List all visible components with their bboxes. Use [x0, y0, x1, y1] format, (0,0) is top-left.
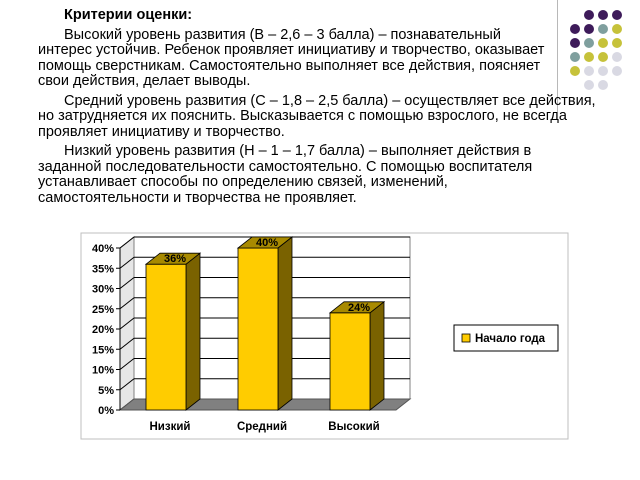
decor-dot	[598, 66, 608, 76]
decor-dot	[612, 66, 622, 76]
y-tick-label: 40%	[91, 243, 114, 255]
y-tick-label: 15%	[91, 344, 114, 357]
category-label: Средний	[236, 421, 288, 433]
y-tick-label: 5%	[98, 384, 114, 397]
y-tick-label: 30%	[91, 283, 114, 296]
decor-dot	[598, 52, 608, 62]
decor-dot	[584, 38, 594, 48]
bar-chart	[80, 232, 570, 442]
decor-dot	[570, 38, 580, 48]
decor-dot	[570, 52, 580, 62]
legend-swatch	[462, 334, 470, 342]
decor-dot	[584, 10, 594, 20]
data-label: 40%	[255, 237, 279, 249]
bar	[330, 313, 370, 410]
decor-dot	[612, 24, 622, 34]
decor-dot	[598, 10, 608, 20]
decor-dot	[584, 66, 594, 76]
bar	[238, 248, 278, 410]
decor-dot	[598, 80, 608, 90]
y-tick-label: 20%	[91, 324, 114, 336]
criteria-heading: Критерии оценки:	[64, 7, 193, 23]
decor-dot	[584, 52, 594, 62]
data-label: 24%	[347, 301, 371, 314]
bar	[146, 264, 186, 410]
criteria-medium: Средний уровень развития (С – 1,8 – 2,5 балла) – осуществляет все действия, но затрудняется их пояснить. Высказывается с помощью взрослого, не всегда проявляет инициативу и творчество.	[38, 92, 596, 140]
decor-dot	[612, 52, 622, 62]
bar-side	[370, 302, 384, 410]
legend-label: Начало года	[475, 333, 546, 345]
criteria-high: Высокий уровень развития (В – 2,6 – 3 балла) – познавательный интерес устойчив. Ребенок проявляет инициативу и творчество, оказывает помощь сверстникам. Самостоятельно выполняет все действия, поясняет свои действия, делает выводы.	[38, 26, 545, 89]
decor-dot	[612, 10, 622, 20]
bar-side	[186, 253, 200, 410]
y-tick-label: 25%	[91, 303, 114, 316]
category-label: Высокий	[328, 421, 380, 433]
data-label: 36%	[163, 253, 187, 266]
decor-dot	[570, 66, 580, 76]
decor-dot	[612, 38, 622, 48]
criteria-low: Низкий уровень развития (Н – 1 – 1,7 балла) – выполняет действия в заданной последовательности самостоятельно. С помощью воспитателя устанавливает способы по определению связей, изменений, самостоятельности и творчества не проявляет.	[38, 143, 533, 206]
decor-dot	[570, 24, 580, 34]
decor-dot	[584, 80, 594, 90]
y-tick-label: 10%	[91, 364, 114, 377]
decor-dot	[584, 24, 594, 34]
category-label: Низкий	[149, 421, 191, 433]
criteria-text	[38, 7, 596, 210]
decor-dot	[598, 38, 608, 48]
bar-side	[278, 237, 292, 410]
y-tick-label: 0%	[98, 405, 114, 417]
y-tick-label: 35%	[91, 263, 114, 276]
decor-dot	[598, 24, 608, 34]
